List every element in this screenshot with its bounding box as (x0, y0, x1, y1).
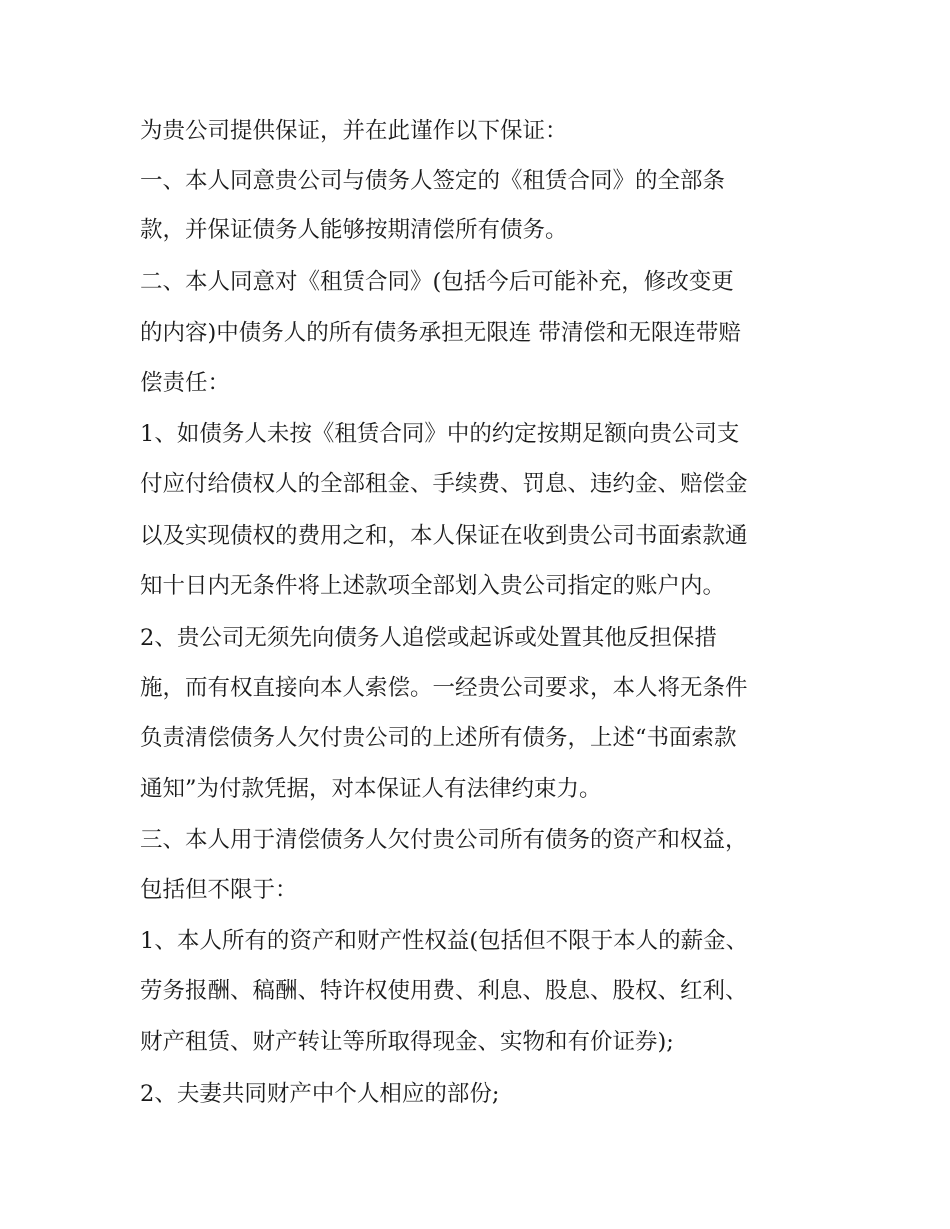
text-line: 2、贵公司无须先向债务人追偿或起诉或处置其他反担保措 (140, 625, 717, 651)
text-line: 偿责任： (140, 370, 231, 396)
text-line: 以及实现债权的费用之和，本人保证在收到贵公司书面索款通 (140, 523, 748, 549)
text-line: 负责清偿债务人欠付贵公司的上述所有债务，上述“书面索款 (140, 725, 737, 751)
text-line: 付应付给债权人的全部租金、手续费、罚息、违约金、赔偿金 (140, 471, 748, 497)
text-line: 2、夫妻共同财产中个人相应的部份; (140, 1081, 500, 1107)
text-line: 三、本人用于清偿债务人欠付贵公司所有债务的资产和权益， (140, 827, 748, 853)
text-line: 二、本人同意对《租赁合同》(包括今后可能补充，修改变更 (140, 269, 734, 295)
text-line: 款，并保证债务人能够按期清偿所有债务。 (140, 217, 568, 243)
text-line: 1、本人所有的资产和财产性权益(包括但不限于本人的薪金、 (140, 928, 749, 954)
text-line: 通知”为付款凭据，对本保证人有法律约束力。 (140, 776, 602, 802)
text-line: 一、本人同意贵公司与债务人签定的《租赁合同》的全部条 (140, 168, 726, 194)
text-line: 包括但不限于： (140, 877, 298, 903)
text-line: 施，而有权直接向本人索偿。一经贵公司要求，本人将无条件 (140, 675, 748, 701)
text-line: 知十日内无条件将上述款项全部划入贵公司指定的账户内。 (140, 573, 726, 599)
text-line: 的内容)中债务人的所有债务承担无限连 带清偿和无限连带赔 (140, 320, 741, 346)
text-line: 劳务报酬、稿酬、特许权使用费、利息、股息、股权、红利、 (140, 978, 748, 1004)
text-line: 财产租赁、财产转让等所取得现金、实物和有价证券); (140, 1029, 674, 1055)
text-line: 1、如债务人未按《租赁合同》中的约定按期足额向贵公司支 (140, 421, 740, 447)
text-line: 为贵公司提供保证，并在此谨作以下保证： (140, 118, 568, 144)
